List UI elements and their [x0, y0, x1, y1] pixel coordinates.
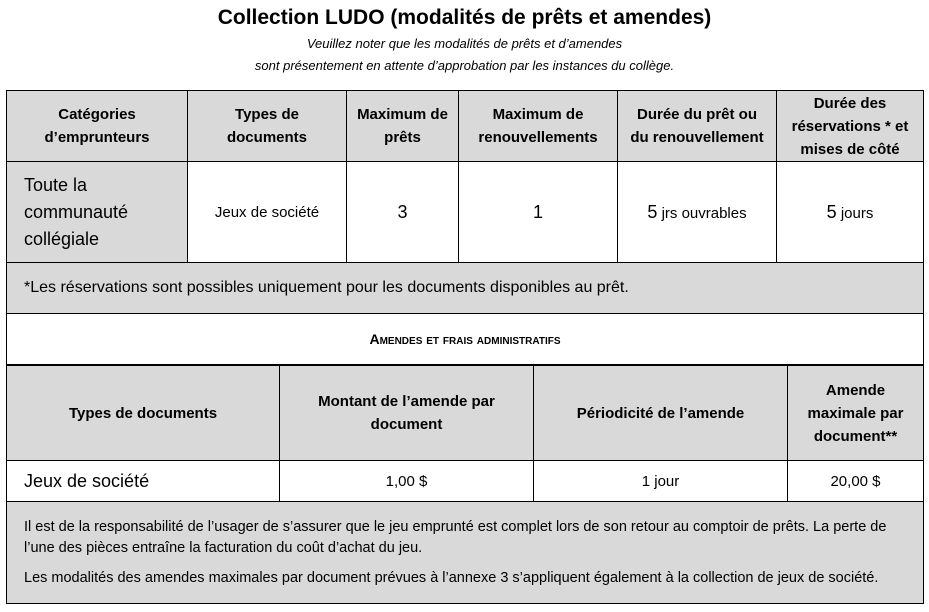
fines-note-maximum: Les modalités des amendes maximales par document prévues à l’annexe 3 s’appliquent également à la collection de jeux de société.: [24, 569, 879, 586]
header-reservation-duration: Durée des réservations * et mises de côté: [777, 91, 924, 162]
reservation-duration-unit: jours: [836, 204, 874, 222]
fines-max-cell: 20,00 $: [788, 461, 924, 502]
fines-section-title: Amendes et frais administratifs: [7, 314, 924, 365]
borrower-category-cell: Toute la communauté collégiale: [7, 162, 188, 263]
fines-table: [6, 365, 924, 604]
notice-line-2: sont présentement en attente d’approbation par les instances du collège.: [254, 58, 675, 73]
page-title: Collection LUDO (modalités de prêts et amendes): [217, 6, 712, 29]
fines-notes: [7, 502, 924, 604]
reservation-duration-cell: [777, 162, 924, 263]
fines-amount-cell: 1,00 $: [280, 461, 534, 502]
reservation-footnote: *Les réservations sont possibles uniquement pour les documents disponibles au prêt.: [7, 263, 924, 314]
document-type-cell: Jeux de société: [188, 162, 347, 263]
fines-header-max-fine: Amende maximale par document**: [788, 366, 924, 461]
fines-document-type-cell: Jeux de société: [7, 461, 280, 502]
loan-duration-number: 5: [647, 201, 658, 222]
max-loans-cell: 3: [347, 162, 459, 263]
fines-periodicity-cell: 1 jour: [534, 461, 788, 502]
fines-header-amount: Montant de l’amende par document: [280, 366, 534, 461]
loan-duration-unit: jrs ouvrables: [657, 204, 747, 222]
loan-duration-cell: [618, 162, 777, 263]
fines-header-document-type: Types de documents: [7, 366, 280, 461]
fines-header-periodicity: Périodicité de l’amende: [534, 366, 788, 461]
header-document-type: Types de documents: [188, 91, 347, 162]
fines-note-responsibility: Il est de la responsabilité de l’usager de s’assurer que le jeu emprunté est complet lors de son retour au comptoir de prêts. La perte de l’une des pièces entraîne la facturation du coût d’achat du jeu.: [24, 518, 887, 556]
header-loan-duration: Durée du prêt ou du renouvellement: [618, 91, 777, 162]
max-renewals-cell: 1: [459, 162, 618, 263]
header-max-renewals: Maximum de renouvellements: [459, 91, 618, 162]
header-max-loans: Maximum de prêts: [347, 91, 459, 162]
loans-table: [6, 90, 924, 365]
header-borrower-category: Catégories d’emprunteurs: [7, 91, 188, 162]
reservation-duration-number: 5: [826, 201, 837, 222]
notice-line-1: Veuillez noter que les modalités de prêts et d’amendes: [306, 36, 623, 51]
